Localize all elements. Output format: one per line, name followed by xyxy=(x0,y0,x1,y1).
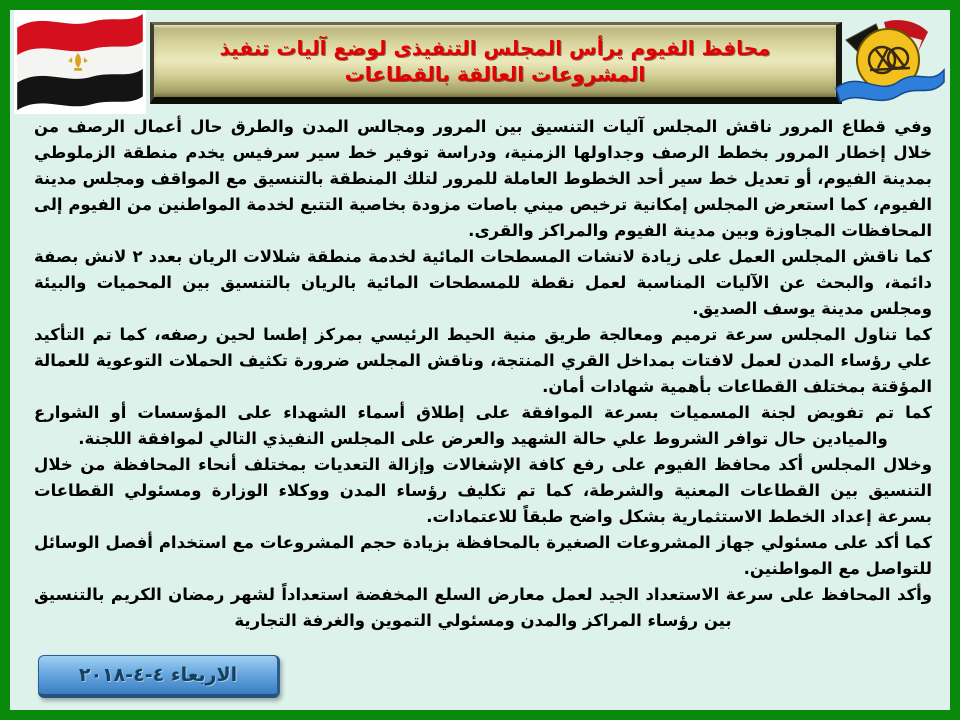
page-title: محافظ الفيوم يرأس المجلس التنفيذى لوضع آليات تنفيذ المشروعات العالقة بالقطاعات xyxy=(219,36,771,86)
fayoum-governorate-logo-icon xyxy=(832,10,948,118)
headline-banner xyxy=(150,22,842,104)
egypt-flag-graphic xyxy=(14,10,146,114)
article-paragraph: كما تناول المجلس سرعة ترميم ومعالجة طريق منية الحيط الرئيسي بمركز إطسا لحين رصفه، كما تم التأكيد علي رؤساء المدن لعمل لافتات بمداخل القري المنتجة، وناقش المجلس ضرورة تكثيف الحملات التوعوية للعمالة المؤقتة بمختلف القطاعات بأهمية شهادات أمان. xyxy=(34,325,932,396)
article-paragraph: وأكد المحافظ على سرعة الاستعداد الجيد لعمل معارض السلع المخفضة استعداداً لشهر رمضان الكريم بالتنسيق بين رؤساء المراكز والمدن ومسئولي التموين والغرفة التجارية xyxy=(34,585,932,630)
date-badge xyxy=(38,655,280,698)
article-paragraph: وفي قطاع المرور ناقش المجلس آليات التنسيق بين المرور ومجالس المدن والطرق حال أعمال الرصف من خلال إخطار المرور بخطط الرصف وجداولها الزمنية، ودراسة توفير خط سير سرفيس يخدم منطقة الزملوطي بمدينة الفيوم، أو تعديل خط سير أحد الخطوط العاملة للمرور لتلك المنطقة بالتنسيق مع المواقف ومجلس مدينة الفيوم، كما استعرض المجلس إمكانية ترخيص ميني باصات مزودة بخاصية التتبع لخدمة المواطنين من الفيوم إلى المحافظات المجاوزة وبين مدينة الفيوم والمراكز والقرى. xyxy=(34,117,932,240)
date-text: الاربعاء ٤-٤-٢٠١٨ xyxy=(78,664,238,686)
article-paragraph: كما ناقش المجلس العمل على زيادة لانشات المسطحات المائية لخدمة منطقة شلالات الريان بعدد ٢ لانش بصفة دائمة، والبحث عن الآليات المناسبة لعمل نقطة للمسطحات المائية بالريان بالتنسيق بين المحميات والبيئة ومجلس مدينة يوسف الصديق. xyxy=(34,247,932,318)
egypt-flag-icon xyxy=(14,10,146,114)
article-body xyxy=(22,114,940,634)
article-paragraph: كما تم تفويض لجنة المسميات بسرعة الموافقة على إطلاق أسماء الشهداء على المؤسسات أو الشوارع والميادين حال توافر الشروط علي حالة الشهيد والعرض على المجلس النفيذي التالي لموافقة اللجنة. xyxy=(34,403,932,448)
article-paragraph: وخلال المجلس أكد محافظ الفيوم على رفع كافة الإشغالات وإزالة التعديات بمختلف أنحاء المحافظة من خلال التنسيق بين القطاعات المعنية والشرطة، كما تم تكليف رؤساء المدن ووكلاء الوزارة ومسئولي القطاعات بسرعة إعداد الخطط الاستثمارية بشكل واضح طبقاً للاعتمادات. xyxy=(34,455,932,526)
fayoum-logo-graphic xyxy=(832,10,948,118)
article-paragraph: كما أكد على مسئولي جهاز المشروعات الصغيرة بالمحافظة بزيادة حجم المشروعات مع استخدام أفصل الوسائل للتواصل مع المواطنين. xyxy=(34,533,932,578)
